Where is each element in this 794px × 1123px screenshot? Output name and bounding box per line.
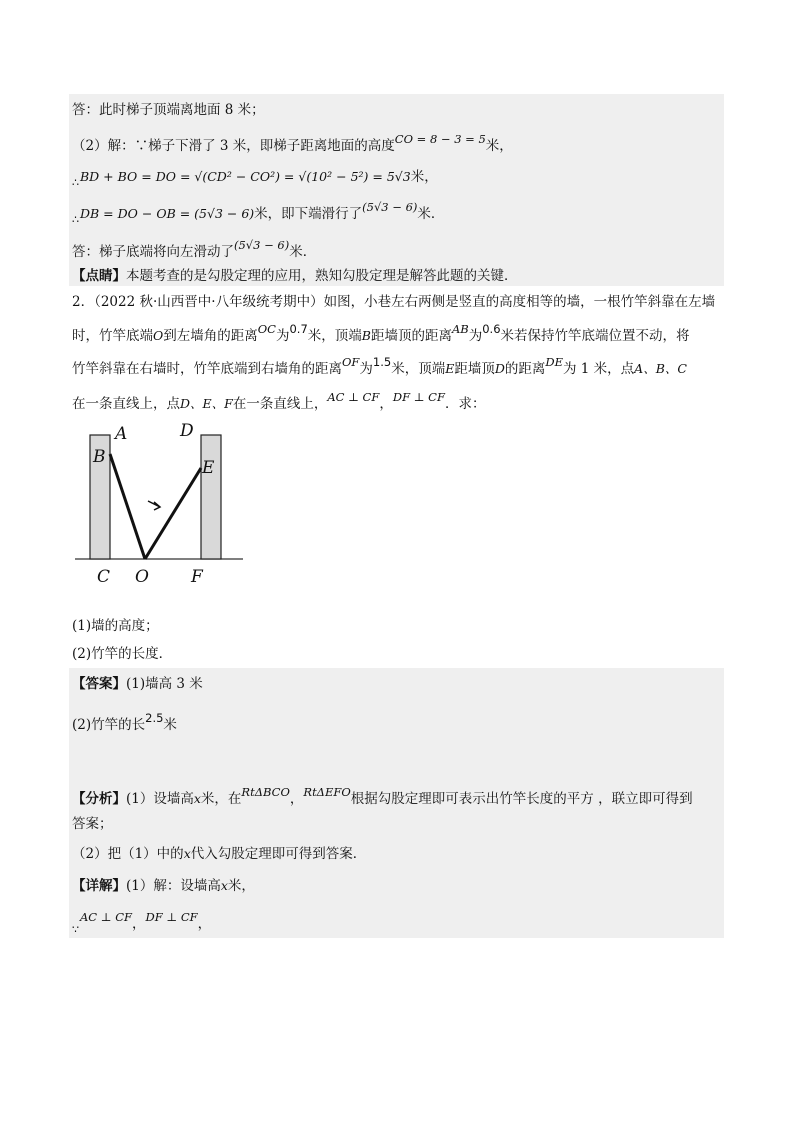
answer-block-line-1: [69, 668, 724, 700]
text: 根据勾股定理即可表示出竹竿长度的平方 ，联立即可得到: [350, 791, 693, 807]
analysis-tag: 【分析】: [72, 791, 126, 807]
text: 米，: [227, 878, 255, 894]
alley-figure: [69, 412, 724, 612]
text: （2）把（1）中的: [72, 846, 184, 862]
dianjing-text: 本题考查的是勾股定理的应用，熟知勾股定理是解答此题的关键．: [126, 268, 518, 284]
text: 米，顶端: [391, 361, 446, 377]
problem2-line-2: [69, 316, 724, 346]
pole-left: [110, 454, 145, 559]
text: ，: [132, 916, 146, 932]
co-formula: CO = 8 − 3 = 5: [394, 132, 486, 146]
problem2-line-1: [69, 286, 724, 316]
unit-text: 米．: [289, 244, 317, 260]
df-perp-cf: DF ⊥ CF: [145, 910, 198, 924]
answer-line-1: [69, 94, 724, 126]
answer-a2-prefix: (2)竹竿的长: [72, 717, 146, 733]
answer2-text: 答：梯子底端将向左滑动了: [72, 244, 234, 260]
oc-value: 0.7: [289, 322, 308, 336]
oc-label: OC: [257, 322, 276, 336]
slide-formula: (5√3 − 6): [362, 200, 418, 214]
label-o: O: [135, 567, 149, 587]
df-perp-cf: DF ⊥ CF: [392, 390, 445, 404]
text: 在一条直线上，: [232, 396, 328, 412]
arrow-icon: [148, 501, 160, 510]
empty-shaded-line: [69, 744, 724, 774]
problem2-line-4: [69, 382, 724, 412]
right-wall: [201, 435, 221, 559]
unit-text: 米，: [485, 138, 513, 154]
text: 米，在: [200, 791, 242, 807]
points-abc: A、B、C: [634, 361, 687, 376]
text: 在一条直线上，点: [72, 396, 180, 412]
analysis-line-2: [69, 810, 724, 838]
pole-right: [145, 468, 201, 559]
end-text: 米．: [417, 206, 445, 222]
text: 代入勾股定理即可得到答案．: [190, 846, 367, 862]
label-e: E: [202, 458, 215, 478]
point-o: O: [153, 328, 164, 343]
answer-a2-unit: 米: [163, 717, 177, 733]
answer-a2-value: 2.5: [145, 711, 164, 725]
text: ，: [197, 916, 212, 932]
label-f: F: [191, 567, 203, 587]
bd-equation-line: [69, 160, 724, 194]
text: 为: [468, 328, 483, 344]
ab-value: 0.6: [482, 322, 501, 336]
question-1: [69, 612, 724, 640]
text: 距墙顶的距离: [370, 328, 452, 344]
answer-a1: (1)墙高 3 米: [126, 676, 203, 692]
text: 时，竹竿底端: [72, 328, 153, 344]
mid-text: 米，即下端滑行了: [254, 206, 363, 222]
therefore-symbol: ∴: [72, 213, 79, 226]
answer-line-2: [69, 230, 724, 262]
ac-perp-cf: AC ⊥ CF: [327, 390, 380, 404]
points-def: D、E、F: [180, 396, 233, 411]
triangle-bco: RtΔBCO: [241, 785, 290, 799]
of-value: 1.5: [372, 355, 392, 369]
triangle-efo: RtΔEFO: [303, 785, 351, 799]
text: 为: [275, 328, 290, 344]
detail-line-2: [69, 902, 724, 938]
var-x: x: [193, 791, 201, 806]
dianjing-tag: 【点睛】: [72, 268, 126, 284]
analysis-line-1: [69, 774, 724, 810]
text: ，: [379, 396, 393, 412]
point-e: E: [445, 361, 455, 376]
text: 的距离: [504, 361, 546, 377]
unit-text: 米，: [410, 169, 438, 185]
var-x: x: [183, 846, 191, 861]
because-symbol: ∵: [72, 923, 79, 936]
document-page: [69, 94, 724, 938]
problem2-line-3: [69, 346, 724, 382]
text: 答案；: [72, 816, 113, 832]
text: 竹竿斜靠在右墙时，竹竿底端到右墙角的距离: [72, 361, 342, 377]
db-formula: DB = DO − OB = (5√3 − 6): [80, 206, 255, 221]
text: 为 1 米，点: [563, 361, 635, 377]
text: ．求：: [444, 396, 486, 412]
text: 为: [359, 361, 373, 377]
detail-tag: 【详解】: [72, 878, 126, 894]
detail-line-1: [69, 870, 724, 902]
problem2-text: 2．（2022 秋·山西晋中·八年级统考期中）如图，小巷左右两侧是竖直的高度相等的墙，一根竹竿斜靠在左墙: [72, 294, 716, 310]
answer-block-line-2: [69, 700, 724, 744]
ac-perp-cf: AC ⊥ CF: [80, 910, 133, 924]
ladder-diagram: [75, 420, 315, 592]
ab-label: AB: [451, 322, 469, 336]
label-b: B: [93, 447, 106, 467]
question-text: (2)竹竿的长度．: [72, 646, 173, 662]
label-c: C: [97, 567, 111, 587]
de-label: DE: [545, 355, 563, 369]
text: 米，顶端: [307, 328, 362, 344]
text: (1）设墙高: [126, 791, 194, 807]
bd-formula: BD + BO = DO = √(CD² − CO²) = √(10² − 5²) = 5√3: [80, 169, 411, 184]
answer2-formula: (5√3 − 6): [234, 238, 290, 252]
answer-tag: 【答案】: [72, 676, 126, 692]
analysis-line-3: [69, 838, 724, 870]
text: (1）解：设墙高: [126, 878, 221, 894]
dianjing-line: [69, 262, 724, 286]
var-x: x: [220, 878, 228, 893]
part2-line: [69, 126, 724, 160]
question-text: (1)墙的高度；: [72, 618, 159, 634]
point-d: D: [494, 361, 505, 376]
text: 米若保持竹竿底端位置不动，将: [500, 328, 690, 344]
text: 到左墙角的距离: [163, 328, 258, 344]
point-b: B: [361, 328, 371, 343]
text: ，: [289, 791, 304, 807]
question-2: [69, 640, 724, 668]
part2-text: （2）解：∵梯子下滑了 3 米，即梯子距离地面的高度: [72, 138, 395, 154]
answer-text: 答：此时梯子顶端离地面 8 米；: [72, 102, 265, 118]
db-equation-line: [69, 194, 724, 230]
text: 距墙顶: [454, 361, 495, 377]
of-label: OF: [342, 355, 360, 369]
label-d: D: [180, 421, 194, 441]
label-a: A: [115, 424, 128, 444]
therefore-symbol: ∴: [72, 176, 79, 189]
